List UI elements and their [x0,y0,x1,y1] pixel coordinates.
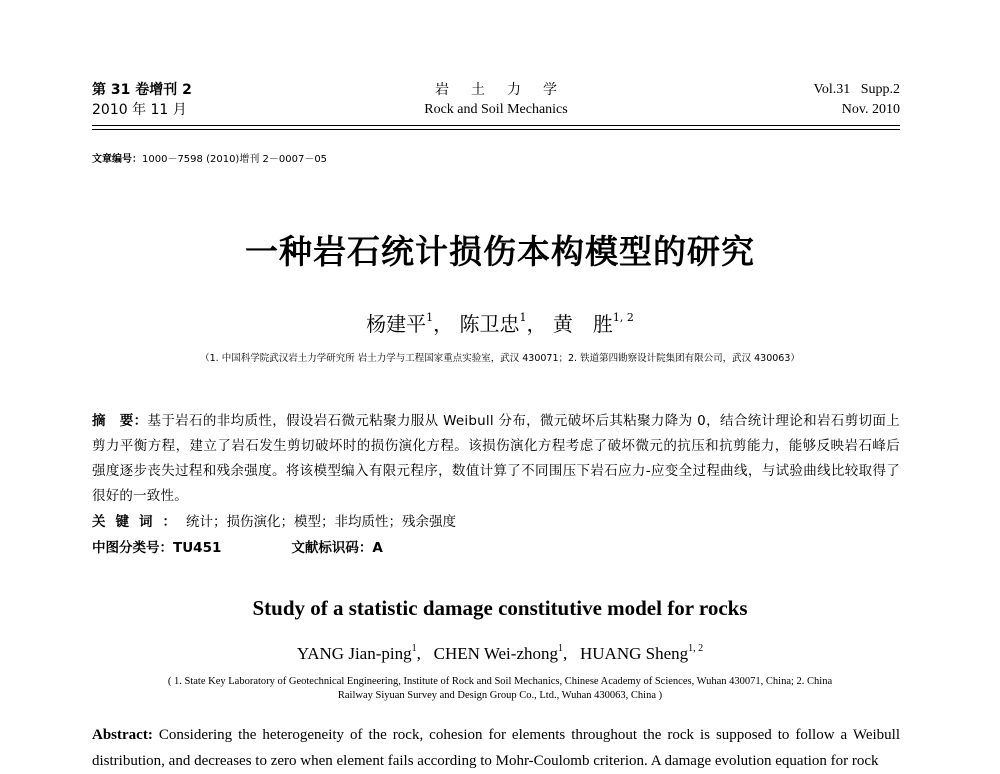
author-separator: ， [433,312,454,336]
doc-code-label: 文献标识码： [291,540,373,556]
date-en: Nov. 2010 [841,102,900,117]
author-sup: 1 [426,311,434,324]
abstract-en-label: Abstract: [92,727,153,743]
header-rule-thin [92,129,900,130]
clc-value: TU451 [173,540,222,556]
doc-code-value: A [372,540,383,556]
author-sup: 1, 2 [688,643,704,654]
abstract-en [92,722,900,774]
author-cn: 黄 胜 [552,312,613,336]
abstract-cn-label: 摘 要： [92,413,148,429]
date-cn: 2010 年 11 月 [92,102,187,118]
journal-header [92,80,900,126]
author-cn: 杨建平 [366,312,427,336]
header-rule-thick [92,125,900,126]
header-volume-info [814,80,900,120]
affiliation-cn: （1. 中国科学院武汉岩土力学研究所 岩土力学与工程国家重点实验室，武汉 430071；2. 铁道第四勘察设计院集团有限公司，武汉 430063） [200,353,800,364]
keywords-cn-label: 关键词： [92,514,186,530]
affiliation-en [110,675,890,703]
author-sup: 1 [519,311,527,324]
article-number-label: 文章编号： [92,154,142,165]
author-separator: , [563,644,580,663]
author-en: HUANG Sheng [580,644,689,663]
authors-cn [0,308,1000,337]
affiliation-en-line1: ( 1. State Key Laboratory of Geotechnical Engineering, Institute of Rock and Soil Mechanics, Chinese Academy of Sciences, Wuhan 430071, China; 2. China [167,676,833,687]
abstract-cn [92,409,900,509]
authors-en [0,643,1000,664]
clc-label: 中图分类号： [92,540,173,556]
title-en: Study of a statistic damage constitutive model for rocks [252,596,748,620]
article-number-value: 1000－7598 (2010)增刊 2－0007－05 [142,154,328,165]
keywords-cn [92,510,456,530]
classification [92,536,383,556]
journal-name-en: Rock and Soil Mechanics [424,102,568,117]
volume-en: Vol.31 Supp.2 [813,82,900,97]
keywords-cn-text: 统计；损伤演化；模型；非均质性；残余强度 [186,514,456,530]
author-en: YANG Jian-ping [296,644,412,663]
author-cn: 陈卫忠 [459,312,520,336]
abstract-en-text: Considering the heterogeneity of the rock, cohesion for elements throughout the rock is supposed to follow a Weibull distribution, and decreases to zero when element fails according to Mohr-Coulomb criterion. A damage evolution equation for rock [92,727,901,769]
author-sup: 1, 2 [612,311,634,324]
affiliation-en-line2: Railway Siyuan Survey and Design Group Co., Ltd., Wuhan 430063, China ) [337,690,663,701]
author-sup: 1 [411,643,417,654]
author-en: CHEN Wei-zhong [433,644,558,663]
author-separator: ， [526,312,547,336]
article-number [92,150,327,165]
header-journal-name [92,80,900,120]
title-cn: 一种岩石统计损伤本构模型的研究 [245,232,755,271]
issue-cn: 第 31 卷增刊 2 [92,82,192,98]
abstract-cn-text: 基于岩石的非均质性，假设岩石微元粘聚力服从 Weibull 分布，微元破坏后其粘聚力降为 0，结合统计理论和岩石剪切面上剪力平衡方程，建立了岩石发生剪切破坏时的损伤演化方程。该损伤演化方程考虑了破坏微元的抗压和抗剪能力，能够反映岩石峰后强度逐步丧失过程和残余强度。将该模型编入有限元程序，数值计算了不同围压下岩石应力-应变全过程曲线，与试验曲线比较取得了很好的一致性。 [92,413,900,504]
author-sup: 1 [558,643,563,654]
journal-name-cn: 岩土力学 [435,82,579,98]
author-separator: , [416,644,434,663]
